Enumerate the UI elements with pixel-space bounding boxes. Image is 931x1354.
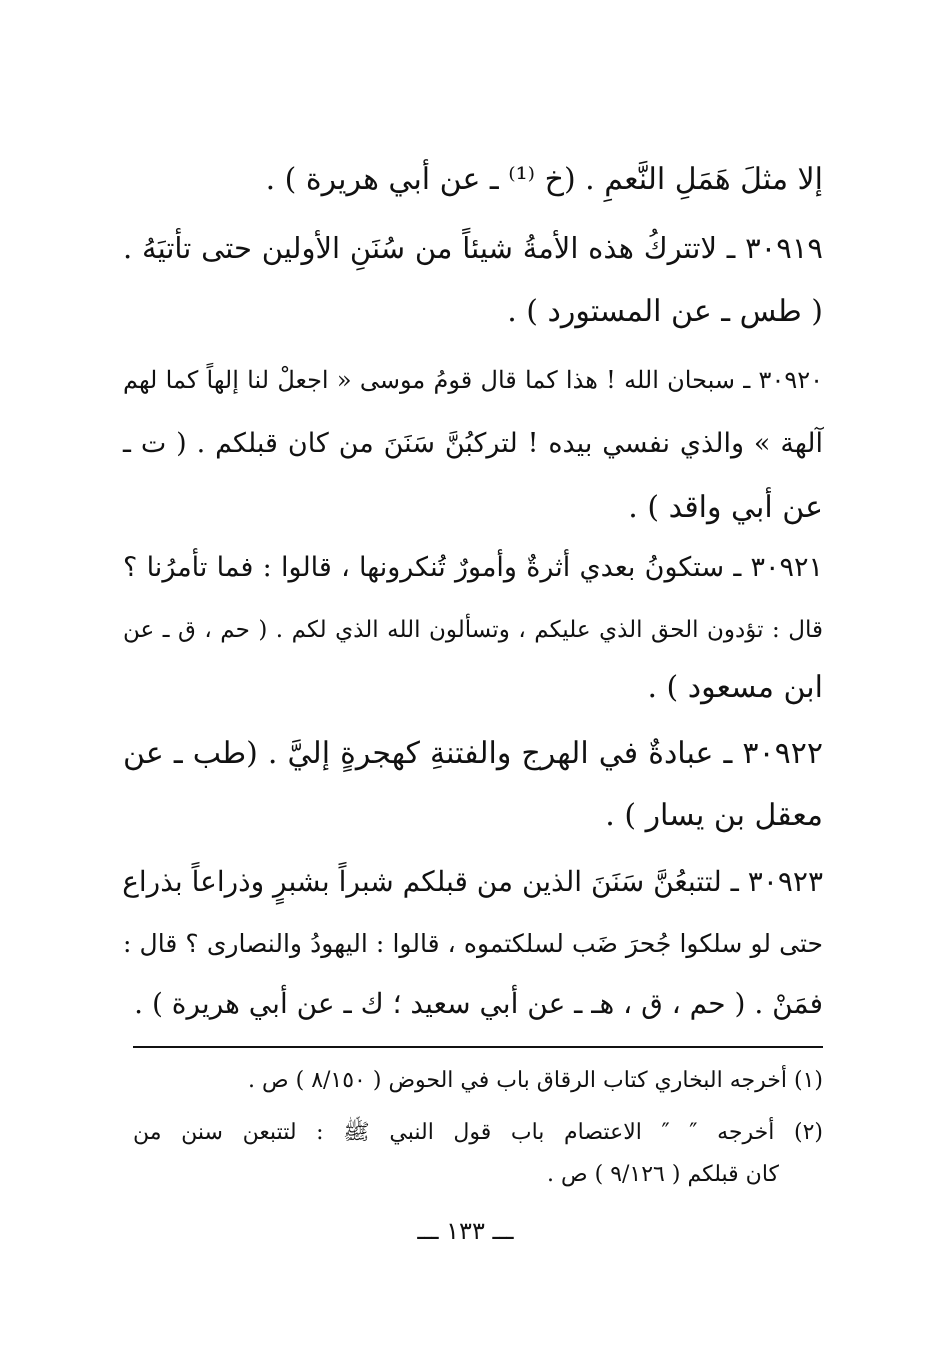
footnote-2-continuation: كان قبلكم ( ٩/١٢٦ ) ص . [547,1162,779,1187]
hadith-30921-line: ٣٠٩٢١ ـ ستكونُ بعدي أثرةٌ وأمورٌ تُنكرونها ، قالوا : فما تأمرُنا ؟ [123,552,823,583]
page-number: ـــ ١٣٣ ـــ [417,1217,514,1245]
text-line: ابن مسعود ) . [647,670,823,705]
text-line: عن أبي واقد ) . [628,490,823,525]
footnote-divider [133,1046,823,1048]
footnote-2: (٢) أخرجه ″ ″ الاعتصام باب قول النبي ﷺ : لتتبعن سنن من [133,1120,823,1145]
hadith-30922-line: ٣٠٩٢٢ ـ عبادةٌ في الهرج والفتنةِ كهجرةٍ إليَّ . (طب ـ عن [123,736,823,771]
text-line: معقل بن يسار ) . [605,798,823,833]
hadith-30923-line: ٣٠٩٢٣ ـ لتتبعُنَّ سَنَنَ الذين من قبلكم شبراً بشبرٍ وذراعاً بذراع [122,865,823,898]
text-line: ( طس ـ عن المستورد ) . [507,294,823,329]
text-line: قال : تؤدون الحق الذي عليكم ، وتسألون الله الذي لكم . ( حم ، ق ـ عن [123,617,824,643]
text-line: إلا مثلَ هَمَلِ النَّعمِ . (خ ⁽¹⁾ ـ عن أبي هريرة ) . [265,162,823,197]
footnote-1: (١) أخرجه البخاري كتاب الرقاق باب في الحوض ( ٨/١٥٠ ) ص . [248,1068,823,1093]
text-line: فمَنْ . ( حم ، ق ، هـ ـ عن أبي سعيد ؛ ك ـ عن أبي هريرة ) . [134,987,823,1020]
hadith-30919-line: ٣٠٩١٩ ـ لاتتركُ هذه الأمةُ شيئاً من سُنَنِ الأولين حتى تأتيَهُ . [123,231,823,265]
text-line: آلهة » والذي نفسي بيده ! لتركبُنَّ سَنَنَ من كان قبلكم . ( ت ـ [123,428,823,459]
hadith-30920-line: ٣٠٩٢٠ ـ سبحان الله ! هذا كما قال قومُ موسى « اجعلْ لنا إلهاً كما لهم [123,366,823,394]
text-line: حتى لو سلكوا جُحرَ ضَب لسلكتموه ، قالوا : اليهودُ والنصارى ؟ قال : [123,929,823,958]
